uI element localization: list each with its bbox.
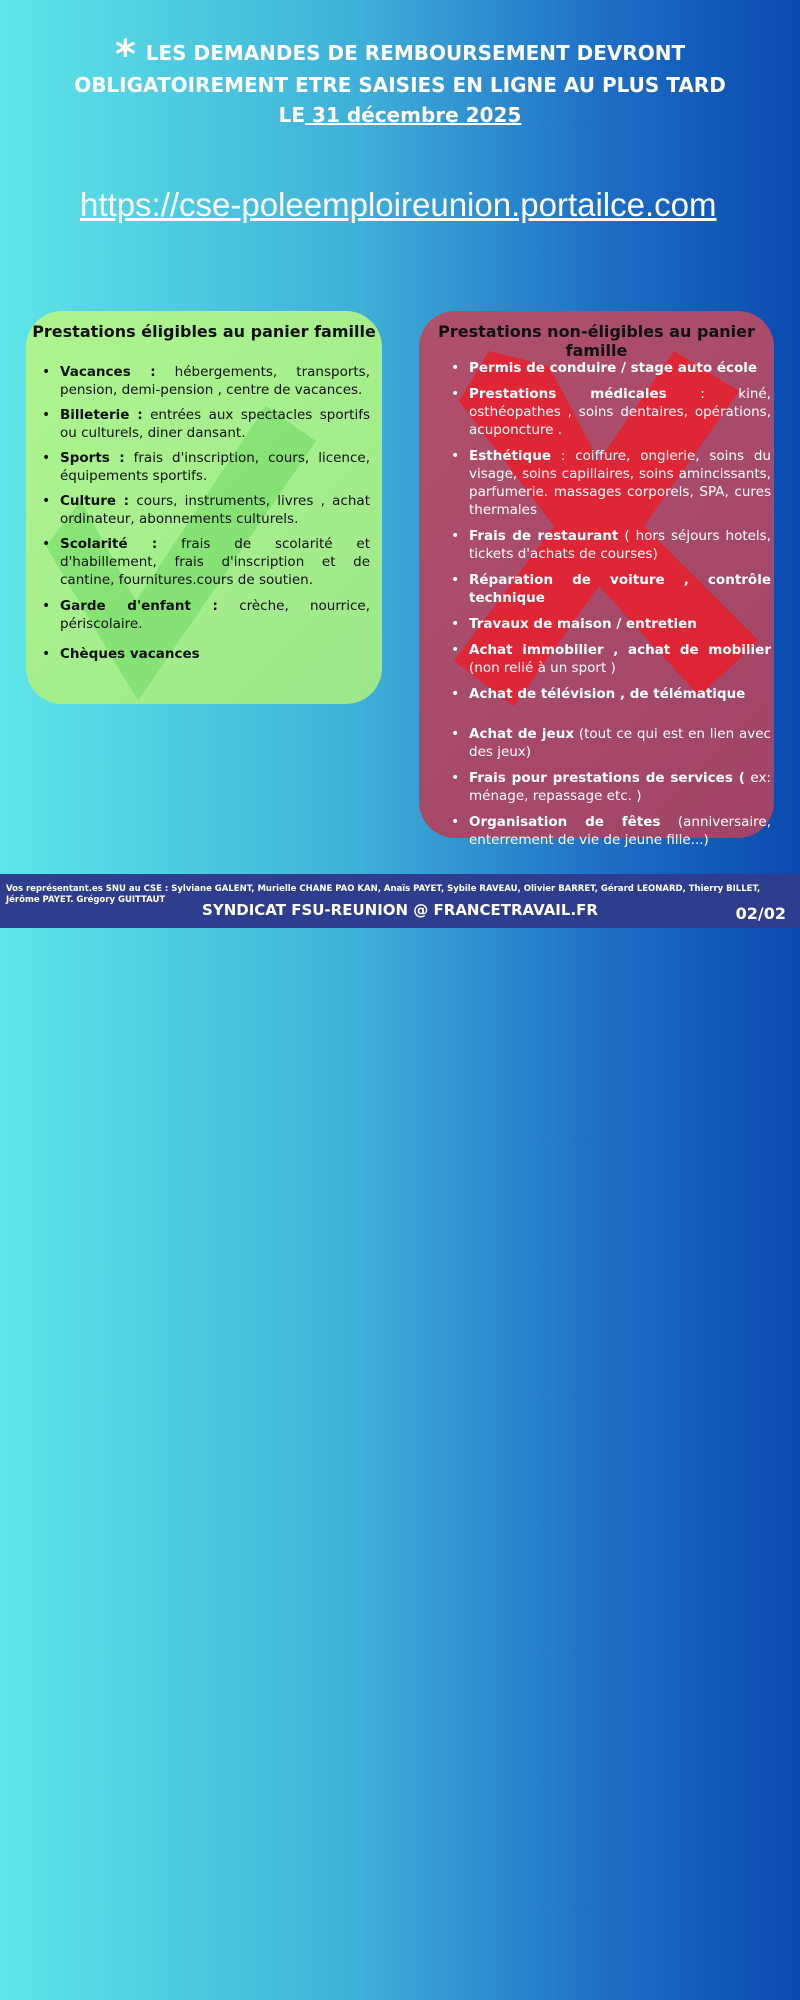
non-eligible-item-fetes	[469, 813, 771, 849]
item-label: Garde d'enfant :	[60, 598, 218, 614]
non-eligible-item-restaurant	[469, 527, 771, 563]
item-text: entrées aux spectacles sportifs ou culturels, diner dansant.	[60, 407, 370, 441]
footer-bar	[0, 874, 800, 928]
item-label: Organisation de fêtes	[469, 814, 661, 830]
item-label: Travaux de maison / entretien	[469, 616, 697, 632]
item-text: hébergements, transports, pension, demi-pension , centre de vacances.	[60, 364, 370, 398]
item-text: (anniversaire, enterrement de vie de jeune fille...)	[469, 814, 771, 848]
item-text: ex: ménage, repassage etc. )	[469, 770, 771, 804]
non-eligible-item-immobilier	[469, 641, 771, 677]
representatives-list: Vos représentant.es SNU au CSE : Sylviane GALENT, Murielle CHANE PAO KAN, Anaïs PAYET, Sybile RAVEAU, Olivier BARRET, Gérard LEONARD, Thierry BILLET, Jérôme PAYET. Grégory GUITTAUT	[6, 884, 761, 905]
item-label: Scolarité :	[60, 536, 158, 552]
item-label: Frais de restaurant	[469, 528, 619, 544]
item-label: Culture :	[60, 493, 130, 509]
item-label: Sports :	[60, 450, 125, 466]
non-eligible-card	[419, 311, 774, 848]
item-text: cours, instruments, livres , achat ordinateur, abonnements culturels.	[60, 493, 370, 527]
non-eligible-item-jeux	[469, 725, 771, 761]
deadline-date: 31 décembre 2025	[305, 103, 522, 127]
item-label: Achat de jeux	[469, 726, 575, 742]
portal-link[interactable]: https://cse-poleemploireunion.portailce.com	[80, 186, 717, 223]
eligible-card	[26, 311, 382, 704]
non-eligible-item-services	[469, 769, 771, 805]
notice-line-2: OBLIGATOIREMENT ETRE SAISIES EN LIGNE AU PLUS TARD	[74, 73, 726, 97]
non-eligible-item-medical	[469, 385, 771, 439]
eligible-item-billeterie	[60, 406, 370, 442]
non-eligible-item-travaux	[469, 615, 771, 633]
eligible-item-scolarite	[60, 535, 370, 589]
non-eligible-item-permis	[469, 359, 771, 377]
eligible-item-vacances	[60, 363, 370, 399]
item-label: Réparation de voiture , contrôle technique	[469, 572, 771, 606]
item-label: Esthétique	[469, 448, 551, 464]
non-eligible-title: Prestations non-éligibles au panier famille	[438, 322, 755, 360]
item-text: frais d'inscription, cours, licence, équipements sportifs.	[60, 450, 370, 484]
non-eligible-item-voiture	[469, 571, 771, 607]
non-eligible-item-television	[469, 685, 771, 703]
eligible-item-culture	[60, 492, 370, 528]
item-label: Permis de conduire / stage auto école	[469, 360, 758, 376]
syndicat-contact: SYNDICAT FSU-REUNION @ FRANCETRAVAIL.FR	[202, 901, 598, 919]
eligible-item-sports	[60, 449, 370, 485]
eligible-list	[60, 363, 370, 670]
page-number: 02/02	[735, 904, 786, 923]
item-label: Prestations médicales	[469, 386, 667, 402]
item-label: Frais pour prestations de services (	[469, 770, 745, 786]
item-text: : kiné, osthéopathes , soins dentaires, opérations, acuponcture .	[469, 386, 771, 438]
item-text: ( hors séjours hotels, tickets d'achats de courses)	[469, 528, 771, 562]
item-label: Chèques vacances	[60, 646, 200, 662]
item-label: Achat immobilier , achat de mobilier	[469, 642, 771, 658]
item-label: Vacances :	[60, 364, 156, 380]
item-text: (tout ce qui est en lien avec des jeux)	[469, 726, 771, 760]
item-text: : coiffure, onglerie, soins du visage, soins capillaires, soins amincissants, parfumerie. massages corporels, SPA, cures thermales	[469, 448, 771, 518]
item-label: Billeterie :	[60, 407, 143, 423]
notice-line-1	[0, 32, 800, 78]
notice-line-1-text: LES DEMANDES DE REMBOURSEMENT DEVRONT	[145, 41, 686, 65]
asterisk-icon: *	[114, 32, 136, 78]
item-text: (non relié à un sport )	[469, 660, 616, 676]
eligible-item-garde	[60, 597, 370, 633]
eligible-title: Prestations éligibles au panier famille	[32, 322, 376, 341]
non-eligible-list	[469, 359, 771, 857]
item-text: frais de scolarité et d'habillement, frais d'inscription et de cantine, fournitures.cours de soutien.	[60, 536, 371, 588]
item-text: crèche, nourrice, périscolaire.	[60, 598, 370, 632]
eligible-item-cheques	[60, 645, 370, 663]
item-label: Achat de télévision , de télématique	[469, 686, 746, 702]
deadline-notice	[0, 32, 800, 130]
notice-line-3-prefix: LE	[278, 103, 306, 127]
notice-line-3	[0, 100, 800, 130]
non-eligible-item-esthetique	[469, 447, 771, 519]
